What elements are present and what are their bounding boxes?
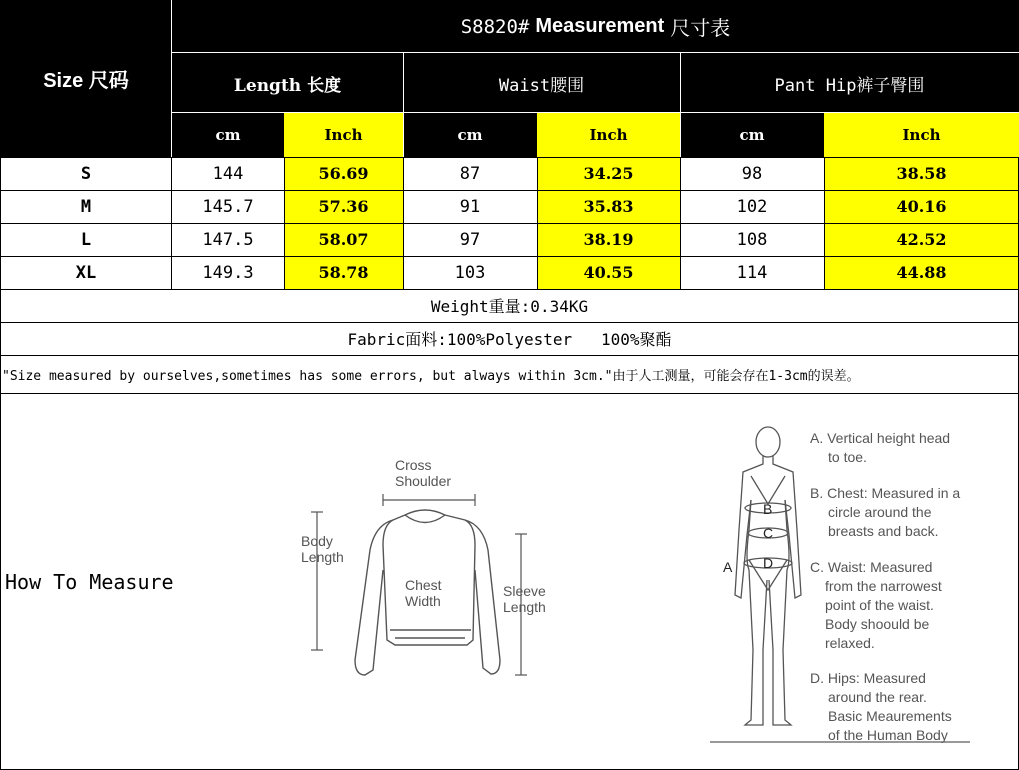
chest-width-label-1: Chest [405,577,442,593]
disclaimer-row [0,355,1019,393]
sleeve-length-label-2: Length [503,599,546,615]
figure-letter-b: B [763,501,773,517]
note-b-3: breasts and back. [828,523,939,539]
cell-waist-cm: 91 [459,196,481,217]
cell-length-in: 56.69 [284,157,403,190]
hip-inch-header: Inch [824,113,1019,157]
cell-size: M [80,196,92,217]
cell-size: L [80,229,92,250]
note-c-2: from the narrowest [825,578,942,594]
cell-waist-in: 38.19 [537,223,680,256]
body-length-label-1: Body [301,533,333,549]
chest-width-label-2: Width [405,593,441,609]
cross-shoulder-label-2: Shoulder [395,473,452,489]
cell-waist-in: 35.83 [537,190,680,223]
note-a-1: A. Vertical height head [810,430,951,446]
hip-group-label: Pant Hip裤子臀围 [774,75,925,96]
title-code: S8820# [460,15,530,38]
cell-size: XL [75,262,97,283]
note-b-2: circle around the [828,504,932,520]
length-group-header [172,53,403,113]
cell-length-in: 57.36 [284,190,403,223]
fabric-row [0,322,1019,355]
cell-hip-cm: 98 [741,163,763,184]
note-c-4: Body shoould be [825,616,930,632]
table-title [172,0,1019,53]
waist-cm-header: cm [403,113,537,157]
note-b-1: B. Chest: Measured in a [810,485,961,501]
weight-row [0,289,1019,322]
cell-waist-cm: 87 [459,163,481,184]
cell-hip-cm: 102 [736,196,768,217]
note-d-3: Basic Meaurements [828,708,952,724]
how-to-measure-label: How To Measure [5,570,174,594]
figure-letter-c: C [763,525,774,541]
cell-length-cm: 147.5 [202,229,254,250]
figure-letter-d: D [763,555,774,571]
note-c-1: C. Waist: Measured [810,559,933,575]
cell-waist-in: 40.55 [537,256,680,289]
cell-hip-in: 38.58 [824,157,1019,190]
note-a-2: to toe. [828,449,867,465]
size-header-label: Size 尺码 [43,70,129,92]
cell-hip-cm: 114 [736,262,768,283]
title-cn: 尺寸表 [670,16,731,40]
figure-letter-a: A [723,559,733,575]
length-group-label: Length 长度 [233,75,342,96]
cell-length-cm: 144 [212,163,244,184]
weight-text: Weight重量:0.34KG [430,297,589,316]
note-d-4: of the Human Body [828,727,948,743]
cell-waist-in: 34.25 [537,157,680,190]
cell-length-cm: 145.7 [202,196,254,217]
waist-group-label: Waist腰围 [498,75,585,96]
cell-hip-in: 44.88 [824,256,1019,289]
note-c-5: relaxed. [825,635,875,651]
length-cm-header: cm [172,113,284,157]
cell-hip-in: 42.52 [824,223,1019,256]
fabric-text: Fabric面料:100%Polyester 100%聚酯 [347,330,672,349]
cell-waist-cm: 103 [454,262,486,283]
note-d-2: around the rear. [828,689,927,705]
note-c-3: point of the waist. [825,597,934,613]
hip-cm-header: cm [680,113,824,157]
cell-size: S [80,163,92,184]
cell-hip-cm: 108 [736,229,768,250]
cell-hip-in: 40.16 [824,190,1019,223]
size-header [0,0,172,157]
cell-length-cm: 149.3 [202,262,254,283]
title-main: Measurement [535,15,665,37]
note-d-1: D. Hips: Measured [810,670,926,686]
cell-length-in: 58.78 [284,256,403,289]
body-figure-diagram [705,420,1005,750]
waist-inch-header: Inch [537,113,680,157]
sweater-diagram [295,450,565,690]
disclaimer-text: "Size measured by ourselves,sometimes has some errors, but always within 3cm."由于人工测量，可能会存在1-3cm的误差。 [2,368,860,384]
length-inch-header: Inch [284,113,403,157]
body-length-label-2: Length [301,549,344,565]
sleeve-length-label-1: Sleeve [503,583,546,599]
waist-group-header [403,53,680,113]
cell-waist-cm: 97 [459,229,481,250]
hip-group-header [680,53,1019,113]
cell-length-in: 58.07 [284,223,403,256]
cross-shoulder-label-1: Cross [395,457,432,473]
